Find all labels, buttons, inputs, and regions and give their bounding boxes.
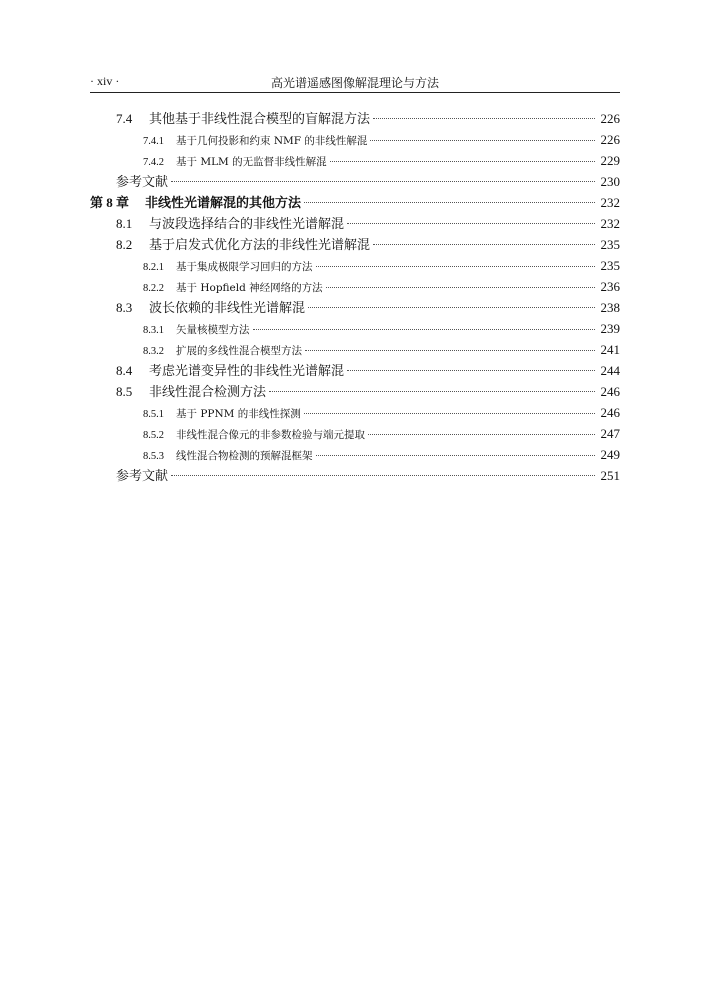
toc-entry-number: 8.5.3 [143,451,164,462]
toc-entry-8-4[interactable] [90,360,620,381]
toc-entry-7-4-1[interactable] [90,129,620,150]
dot-leader [304,202,595,203]
dot-leader [347,223,595,224]
dot-leader [304,413,595,414]
toc-entry-8-5-3[interactable] [90,444,620,465]
toc-entry-number: 7.4.1 [143,136,164,147]
toc-entry-8-5[interactable] [90,381,620,402]
toc-entry-page: 236 [600,279,620,294]
toc-entry-references-ch8[interactable] [90,465,620,486]
toc-entry-page: 235 [600,237,620,252]
toc-entry-page: 244 [600,363,620,378]
toc-entry-page: 226 [600,111,620,126]
toc-entry-title: 与波段选择结合的非线性光谱解混 [149,217,345,232]
dot-leader [373,244,595,245]
toc-entry-title: 考虑光谱变异性的非线性光谱解混 [149,364,345,379]
toc-entry-page: 238 [600,300,620,315]
toc-entry-title: 基于 PPNM 的非线性探测 [176,408,301,420]
dot-leader [373,118,595,119]
toc-entry-title: 波长依赖的非线性光谱解混 [149,301,306,316]
dot-leader [326,287,595,288]
toc-entry-title: 基于 MLM 的无监督非线性解混 [176,156,327,168]
toc-entry-page: 230 [600,174,620,189]
toc-entry-title: 基于集成极限学习回归的方法 [176,261,313,273]
toc-entry-8-2-2[interactable] [90,276,620,297]
toc-entry-page: 241 [600,342,620,357]
toc-entry-page: 251 [600,468,620,483]
toc-entry-number: 7.4.2 [143,157,164,168]
dot-leader [316,455,596,456]
toc-entry-8-3-2[interactable] [90,339,620,360]
toc-entry-number: 8.5.1 [143,409,164,420]
toc-entry-title: 基于启发式优化方法的非线性光谱解混 [149,238,371,253]
toc-entry-page: 247 [600,426,620,441]
toc-entry-chapter-8[interactable] [90,192,620,213]
toc-entry-title: 非线性光谱解混的其他方法 [145,196,302,211]
toc-entry-8-2[interactable] [90,234,620,255]
toc-entry-page: 232 [600,195,620,210]
dot-leader [171,181,595,182]
running-title: 高光谱遥感图像解混理论与方法 [270,76,439,90]
dot-leader [269,391,595,392]
toc-entry-8-5-2[interactable] [90,423,620,444]
toc-entry-number: 第 8 章 [90,195,130,210]
toc-entry-title: 基于几何投影和约束 NMF 的非线性解混 [176,135,368,147]
toc-entry-title: 非线性混合像元的非参数检验与端元提取 [176,429,365,441]
toc-entry-title: 矢量核模型方法 [176,324,250,336]
toc-entry-7-4-2[interactable] [90,150,620,171]
toc-entry-page: 249 [600,447,620,462]
toc-entry-page: 239 [600,321,620,336]
page-number: · xiv · [90,74,120,88]
toc-entry-number: 8.5.2 [143,430,164,441]
dot-leader [171,475,595,476]
toc-entry-references-ch7[interactable] [90,171,620,192]
toc-entry-title: 参考文献 [116,175,169,190]
toc-entry-page: 232 [600,216,620,231]
toc-entry-title: 参考文献 [116,469,169,484]
toc-entry-page: 229 [600,153,620,168]
toc-entry-number: 8.2 [116,237,133,252]
toc-entry-page: 246 [600,405,620,420]
dot-leader [308,307,595,308]
toc-entry-number: 8.5 [116,384,133,399]
dot-leader [305,350,595,351]
toc-entry-number: 8.4 [116,363,133,378]
toc-entry-number: 7.4 [116,111,133,126]
toc-entry-number: 8.3.1 [143,325,164,336]
toc-entry-8-1[interactable] [90,213,620,234]
toc-entry-page: 246 [600,384,620,399]
page-header [90,70,620,93]
toc-entry-number: 8.3 [116,300,133,315]
dot-leader [253,329,596,330]
toc-entry-8-5-1[interactable] [90,402,620,423]
table-of-contents [90,108,620,486]
toc-entry-page: 226 [600,132,620,147]
toc-entry-title: 线性混合物检测的预解混框架 [176,450,313,462]
toc-entry-number: 8.1 [116,216,133,231]
dot-leader [316,266,596,267]
dot-leader [330,161,595,162]
toc-entry-8-3-1[interactable] [90,318,620,339]
toc-entry-number: 8.2.1 [143,262,164,273]
toc-entry-page: 235 [600,258,620,273]
toc-entry-7-4[interactable] [90,108,620,129]
toc-entry-title: 基于 Hopfield 神经网络的方法 [176,282,323,294]
toc-entry-title: 非线性混合检测方法 [149,385,267,400]
dot-leader [347,370,595,371]
dot-leader [370,140,595,141]
toc-entry-8-3[interactable] [90,297,620,318]
toc-entry-title: 扩展的多线性混合模型方法 [176,345,302,357]
toc-entry-title: 其他基于非线性混合模型的盲解混方法 [149,112,371,127]
toc-entry-number: 8.2.2 [143,283,164,294]
toc-entry-number: 8.3.2 [143,346,164,357]
toc-entry-8-2-1[interactable] [90,255,620,276]
dot-leader [368,434,595,435]
